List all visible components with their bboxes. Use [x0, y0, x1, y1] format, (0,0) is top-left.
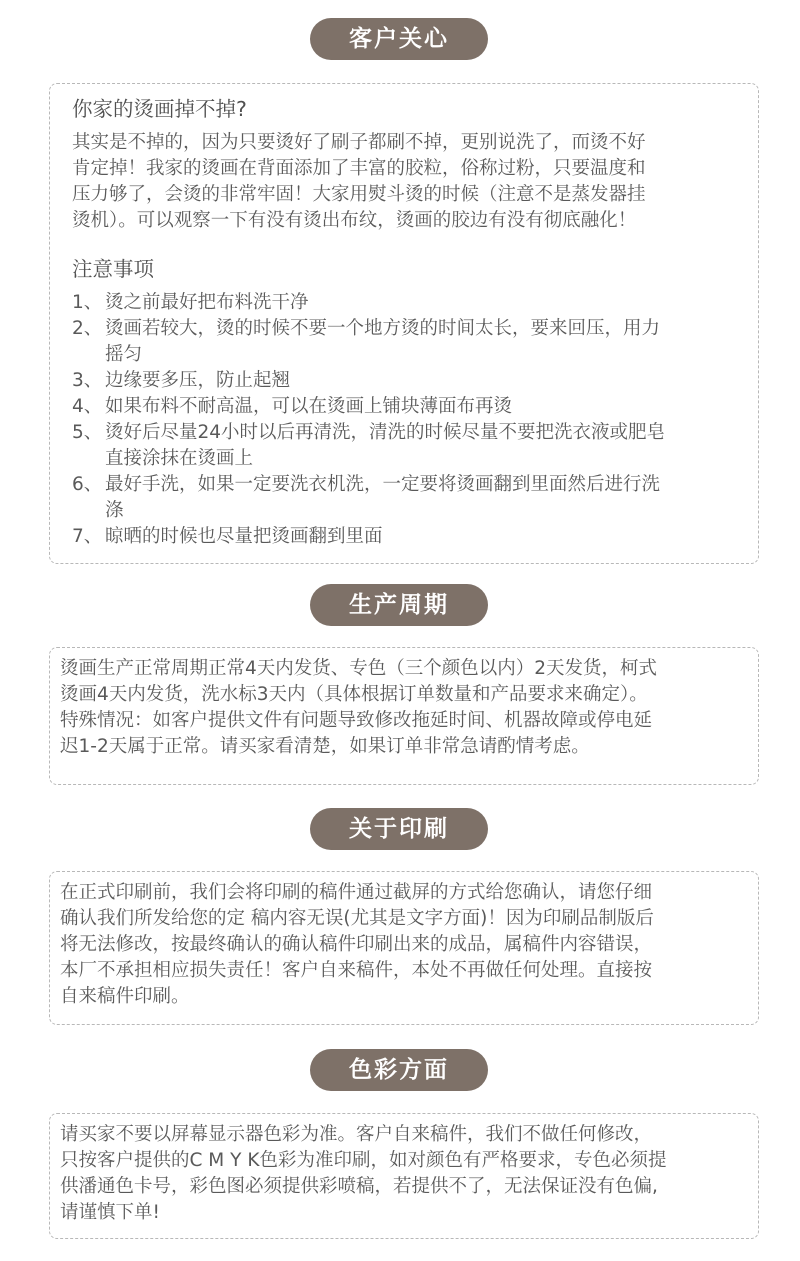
- printing-line: 在正式印刷前，我们会将印刷的稿件通过截屏的方式给您确认，请您仔细: [60, 882, 653, 903]
- production-line: 特殊情况：如客户提供文件有问题导致修改拖延时间、机器故障或停电延: [60, 710, 653, 731]
- section-title-printing: 关于印刷: [310, 808, 488, 850]
- section-title-customer-care: 客户关心: [310, 18, 488, 60]
- production-line: 迟1-2天属于正常。请买家看清楚，如果订单非常急请酌情考虑。: [60, 736, 590, 757]
- answer-line: 压力够了，会烫的非常牢固！大家用熨斗烫的时候（注意不是蒸发器挂: [72, 184, 646, 205]
- printing-line: 将无法修改，按最终确认的确认稿件印刷出来的成品，属稿件内容错误，: [60, 934, 653, 955]
- section-title-color: 色彩方面: [310, 1049, 488, 1091]
- production-line: 烫画生产正常周期正常4天内发货、专色（三个颜色以内）2天发货，柯式: [60, 658, 658, 679]
- list-item: 1、 烫之前最好把布料洗干净: [72, 292, 309, 313]
- printing-panel: [49, 871, 759, 1025]
- list-item: 6、 最好手洗，如果一定要洗衣机洗，一定要将烫画翻到里面然后进行洗 涤: [72, 474, 661, 521]
- color-line: 只按客户提供的C M Y K色彩为准印刷，如对颜色有严格要求，专色必须提: [60, 1150, 667, 1171]
- color-line: 请买家不要以屏幕显示器色彩为准。客户自来稿件，我们不做任何修改，: [60, 1124, 653, 1145]
- question-heading: 你家的烫画掉不掉?: [72, 97, 247, 121]
- list-item: 4、 如果布料不耐高温，可以在烫画上铺块薄面布再烫: [72, 396, 513, 417]
- notes-heading: 注意事项: [72, 257, 154, 281]
- section-title-production-cycle: 生产周期: [310, 584, 488, 626]
- list-item: 2、 烫画若较大，烫的时候不要一个地方烫的时间太长，要来回压，用力 摇匀: [72, 318, 661, 365]
- notes-list: [72, 290, 744, 550]
- list-item: 3、 边缘要多压，防止起翘: [72, 370, 291, 391]
- answer-line: 烫机）。可以观察一下有没有烫出布纹，烫画的胶边有没有彻底融化！: [72, 210, 637, 231]
- list-item: 7、 晾晒的时候也尽量把烫画翻到里面: [72, 526, 383, 547]
- answer-line: 其实是不掉的，因为只要烫好了刷子都刷不掉，更别说洗了，而烫不好: [72, 132, 646, 153]
- production-paragraph: [60, 656, 746, 760]
- color-panel: [49, 1113, 759, 1239]
- printing-line: 本厂不承担相应损失责任！客户自来稿件，本处不再做任何处理。直接按: [60, 960, 653, 981]
- production-line: 烫画4天内发货，洗水标3天内（具体根据订单数量和产品要求来确定）。: [60, 684, 648, 705]
- printing-line: 确认我们所发给您的定 稿内容无误(尤其是文字方面)！因为印刷品制版后: [60, 908, 654, 929]
- color-line: 供潘通色卡号，彩色图必须提供彩喷稿，若提供不了，无法保证没有色偏,: [60, 1176, 658, 1197]
- list-item: 5、 烫好后尽量24小时以后再清洗，清洗的时候尽量不要把洗衣液或肥皂 直接涂抹在烫画上: [72, 422, 666, 469]
- color-line: 请谨慎下单!: [60, 1202, 160, 1223]
- customer-care-panel: [49, 83, 759, 564]
- answer-line: 肯定掉！我家的烫画在背面添加了丰富的胶粒，俗称过粉，只要温度和: [72, 158, 646, 179]
- printing-line: 自来稿件印刷。: [60, 986, 190, 1007]
- color-paragraph: [60, 1122, 746, 1226]
- production-cycle-panel: [49, 647, 759, 785]
- printing-paragraph: [60, 880, 746, 1010]
- answer-paragraph: [72, 130, 744, 234]
